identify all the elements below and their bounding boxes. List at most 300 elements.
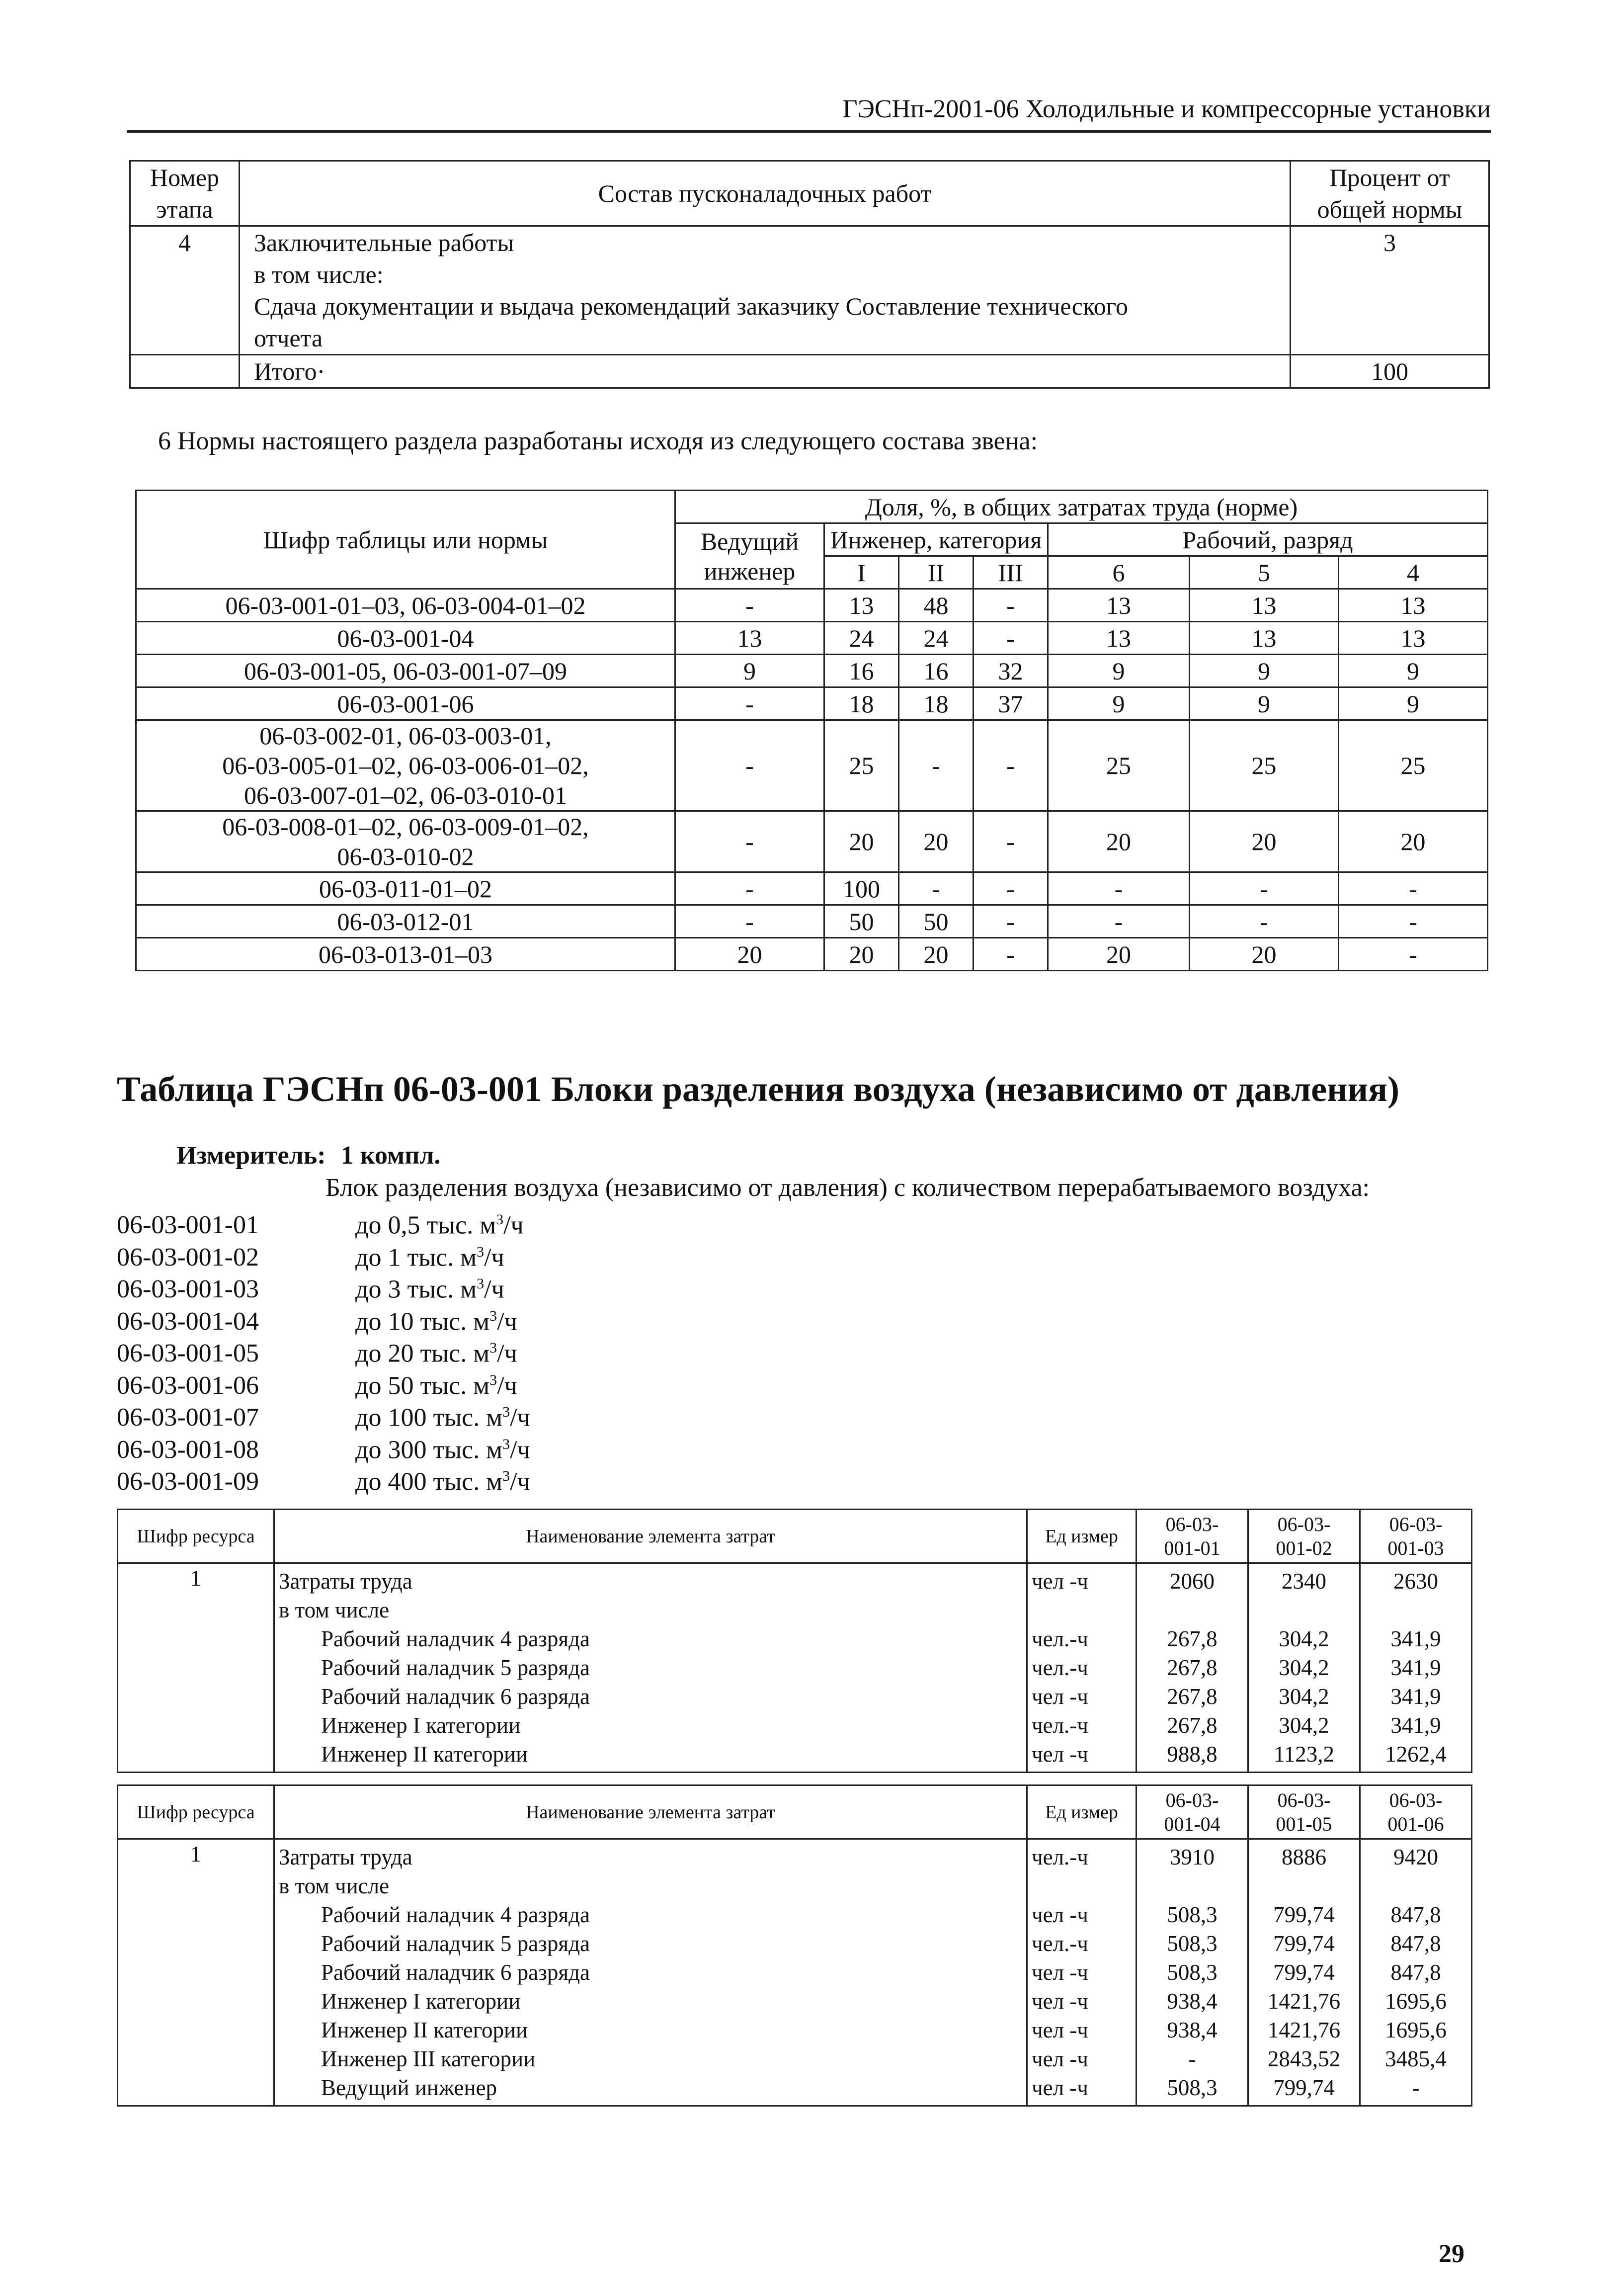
resource-table-2 [117, 1784, 1472, 2107]
crew-value: - [1048, 872, 1190, 905]
crew-code [136, 589, 675, 622]
crew-code-line: 06-03-011-01–02 [319, 874, 492, 903]
resource-value: 799,74 [1273, 1931, 1335, 1956]
resource-value: 1421,76 [1267, 2018, 1341, 2042]
resource-value: 988,8 [1167, 1742, 1218, 1767]
resource-values [1137, 1563, 1248, 1773]
crew-code-line: 06-03-012-01 [337, 907, 474, 935]
running-header: ГЭСНп-2001-06 Холодильные и компрессорные установки [842, 95, 1491, 123]
crew-row [136, 589, 1488, 622]
norm-code: 06-03-001-06 [117, 1371, 259, 1400]
resource-value: 508,3 [1167, 1960, 1218, 1985]
crew-head-lead [675, 523, 824, 589]
resource-values [1248, 1839, 1360, 2106]
stage-content-line: Сдача документации и выдача рекомендаций заказчику Составление технического [254, 292, 1128, 320]
norm-unit: /ч [510, 1435, 530, 1464]
crew-row [136, 938, 1488, 971]
resource-name: Инженер I категории [321, 1713, 521, 1738]
resource-value [1365, 1596, 1467, 1624]
crew-row [136, 720, 1488, 811]
crew-value: 9 [1048, 687, 1190, 720]
resource-head-norm-line: 001-01 [1164, 1536, 1220, 1559]
norm-unit: /ч [484, 1243, 504, 1272]
norm-code: 06-03-001-03 [117, 1275, 259, 1304]
crew-value: 32 [974, 655, 1048, 687]
resource-unit: чел -ч [1032, 1742, 1088, 1767]
resource-head-unit: Ед измер [1027, 1785, 1137, 1839]
crew-sub-eng-3: III [974, 556, 1048, 589]
resource-values [1360, 1839, 1472, 2106]
resource-head-norm-line: 06-03- [1277, 1788, 1331, 1811]
crew-head-lead-line1: Ведущий [700, 527, 799, 555]
resource-names [274, 1563, 1027, 1773]
resource-name: Инженер II категории [321, 1742, 528, 1767]
crew-value: 13 [1190, 622, 1339, 655]
crew-value: - [974, 811, 1048, 872]
resource-value: 304,2 [1279, 1655, 1329, 1680]
resource-values [1137, 1839, 1248, 2106]
resource-value: 341,9 [1390, 1626, 1441, 1651]
resource-unit: чел.-ч [1032, 1626, 1088, 1651]
crew-head-engineer: Инженер, категория [824, 523, 1048, 556]
stages-row [130, 226, 1489, 355]
crew-value: - [675, 905, 824, 938]
resource-value: 304,2 [1279, 1626, 1329, 1651]
norm-cube-sup: 3 [502, 1436, 510, 1452]
crew-value: - [1190, 872, 1339, 905]
norm-list [117, 1204, 530, 1496]
resource-head-norm-line: 06-03- [1165, 1513, 1219, 1535]
crew-value: - [675, 872, 824, 905]
crew-code [136, 872, 675, 905]
resource-name: Рабочий наладчик 6 разряда [321, 1684, 590, 1709]
norm-code: 06-03-001-08 [117, 1435, 259, 1464]
norm-cube-sup: 3 [496, 1211, 504, 1228]
resource-units [1027, 1839, 1137, 2106]
crew-value: - [1339, 938, 1488, 971]
resource-value: 799,74 [1273, 1960, 1335, 1985]
stages-table [129, 160, 1490, 389]
crew-row [136, 687, 1488, 720]
resource-value [1253, 1871, 1355, 1900]
resource-head-norm-line: 06-03- [1277, 1513, 1331, 1535]
crew-value: 9 [1339, 655, 1488, 687]
resource-unit: чел -ч [1032, 1684, 1088, 1709]
crew-value: 20 [675, 938, 824, 971]
crew-header-row [136, 491, 1488, 523]
crew-value: 9 [1339, 687, 1488, 720]
crew-value: 20 [1339, 811, 1488, 872]
crew-code-line: 06-03-002-01, 06-03-003-01, [259, 722, 552, 750]
crew-sub-work-4: 4 [1339, 556, 1488, 589]
resource-head-norm [1248, 1510, 1360, 1563]
norm-text [355, 1460, 530, 1498]
resource-head-name: Наименование элемента затрат [274, 1785, 1027, 1839]
crew-value: 13 [1339, 589, 1488, 622]
norm-unit: /ч [497, 1339, 517, 1368]
crew-value: 9 [1190, 687, 1339, 720]
crew-row [136, 872, 1488, 905]
crew-value: - [1190, 905, 1339, 938]
table-title: Таблица ГЭСНп 06-03-001 Блоки разделения воздуха (независимо от давления) [117, 1069, 1399, 1109]
meter-value: 1 компл. [340, 1141, 441, 1170]
norm-text-value: до 300 тыс. м [355, 1435, 503, 1464]
resource-value: 847,8 [1390, 1902, 1441, 1927]
resource-value: 341,9 [1390, 1655, 1441, 1680]
crew-code-line: 06-03-007-01–02, 06-03-010-01 [244, 781, 567, 809]
crew-value: 20 [824, 938, 899, 971]
crew-value: 24 [824, 622, 899, 655]
crew-value: 16 [824, 655, 899, 687]
resource-name: Затраты труда [279, 1845, 412, 1869]
crew-value: 13 [824, 589, 899, 622]
resource-unit: чел -ч [1032, 2075, 1088, 2100]
resource-unit: чел -ч [1032, 1902, 1088, 1927]
crew-code [136, 655, 675, 687]
stages-total-row [130, 355, 1489, 388]
crew-value: 50 [899, 905, 974, 938]
resource-value: 1262,4 [1385, 1742, 1447, 1767]
stage-content-line: в том числе: [254, 260, 384, 288]
crew-code [136, 938, 675, 971]
crew-value: 25 [1048, 720, 1190, 811]
crew-sub-work-5: 5 [1190, 556, 1339, 589]
resource-head-norm-line: 06-03- [1165, 1788, 1219, 1811]
norm-unit: /ч [510, 1467, 530, 1496]
crew-sub-work-6: 6 [1048, 556, 1190, 589]
resource-value [1253, 1596, 1355, 1624]
resource-unit: чел -ч [1032, 1569, 1088, 1594]
resource-head-norm-line: 001-02 [1276, 1536, 1332, 1559]
norm-row [117, 1396, 530, 1432]
resource-head-code: Шифр ресурса [118, 1785, 274, 1839]
resource-value: - [1188, 2046, 1196, 2071]
stage-content [240, 226, 1291, 355]
norm-text-value: до 0,5 тыс. м [355, 1211, 496, 1240]
resource-value: 508,3 [1167, 1931, 1218, 1956]
crew-sub-eng-2: II [899, 556, 974, 589]
crew-value: - [974, 720, 1048, 811]
resource-unit: чел.-ч [1032, 1931, 1088, 1956]
norm-cube-sup: 3 [489, 1371, 497, 1388]
resource-value: 341,9 [1390, 1713, 1441, 1738]
resource-value: 8886 [1282, 1845, 1326, 1869]
resource-name: Рабочий наладчик 5 разряда [321, 1931, 590, 1956]
resource-head-name: Наименование элемента затрат [274, 1510, 1027, 1563]
stages-total-label: Итого· [240, 355, 1291, 388]
crew-body [136, 589, 1488, 971]
norm-text-value: до 1 тыс. м [355, 1243, 477, 1272]
crew-value: 13 [675, 622, 824, 655]
resource-unit: чел -ч [1032, 2018, 1088, 2042]
resource-value: - [1412, 2075, 1420, 2100]
resource-code: 1 [118, 1563, 274, 1773]
resource-head-norm [1137, 1510, 1248, 1563]
stage-content-line: Заключительные работы [254, 229, 514, 256]
resource-value [1141, 1871, 1243, 1900]
crew-code-line: 06-03-005-01–02, 06-03-006-01–02, [222, 752, 589, 779]
crew-value: 24 [899, 622, 974, 655]
resource-value: 304,2 [1279, 1713, 1329, 1738]
resource-head-norm-line: 001-03 [1387, 1536, 1444, 1559]
crew-value: - [675, 687, 824, 720]
norm-row [117, 1429, 530, 1464]
norm-row [117, 1332, 530, 1368]
crew-value: 50 [824, 905, 899, 938]
crew-value: 13 [1339, 622, 1488, 655]
crew-value: 9 [1048, 655, 1190, 687]
resource-value: 1421,76 [1267, 1989, 1341, 2014]
stages-head-percent [1291, 161, 1489, 226]
meter-label: Измеритель: [176, 1141, 326, 1170]
crew-value: 20 [1048, 938, 1190, 971]
crew-value: 13 [1190, 589, 1339, 622]
resource-head-norm-line: 06-03- [1389, 1513, 1443, 1535]
resource-value: 267,8 [1167, 1655, 1218, 1680]
crew-code-line: 06-03-010-02 [337, 843, 474, 870]
resource-head-norm-line: 06-03- [1389, 1788, 1443, 1811]
paragraph-6: 6 Нормы настоящего раздела разработаны исходя из следующего состава звена: [158, 427, 1038, 455]
resource-head-code: Шифр ресурса [118, 1510, 274, 1563]
resource-name: Затраты труда [279, 1569, 412, 1594]
resource-values [1360, 1563, 1472, 1773]
crew-value: - [1048, 905, 1190, 938]
resource-unit: чел -ч [1032, 1989, 1088, 2014]
crew-code-line: 06-03-001-01–03, 06-03-004-01–02 [225, 591, 586, 619]
norm-row [117, 1268, 530, 1304]
crew-head-lead-line2: инженер [704, 557, 796, 585]
crew-table [135, 490, 1488, 971]
crew-value: - [974, 938, 1048, 971]
resource-value: 799,74 [1273, 1902, 1335, 1927]
norm-cube-sup: 3 [502, 1468, 510, 1484]
norm-text-value: до 50 тыс. м [355, 1371, 490, 1400]
crew-value: 13 [1048, 622, 1190, 655]
norm-text-value: до 3 тыс. м [355, 1275, 477, 1304]
crew-value: 18 [824, 687, 899, 720]
resource-head-norm-line: 001-04 [1164, 1812, 1220, 1835]
crew-value: 18 [899, 687, 974, 720]
resource-value [1365, 1871, 1467, 1900]
resource-head-norm-line: 001-06 [1387, 1812, 1444, 1835]
resource-name: Рабочий наладчик 6 разряда [321, 1960, 590, 1985]
page-number: 29 [1439, 2240, 1464, 2268]
resource-unit: чел.-ч [1032, 1655, 1088, 1680]
crew-value: 16 [899, 655, 974, 687]
resource-head-norm-line: 001-05 [1276, 1812, 1332, 1835]
crew-head-share: Доля, %, в общих затратах труда (норме) [675, 491, 1488, 523]
crew-value: - [1339, 872, 1488, 905]
crew-sub-eng-1: I [824, 556, 899, 589]
resource-value: 267,8 [1167, 1684, 1218, 1709]
block-description: Блок разделения воздуха (независимо от давления) с количеством перерабатываемого воздуха: [325, 1174, 1370, 1202]
resource-names [274, 1839, 1027, 2106]
crew-value: 20 [899, 811, 974, 872]
norm-text-value: до 400 тыс. м [355, 1467, 503, 1496]
crew-value: - [675, 589, 824, 622]
norm-row [117, 1300, 530, 1336]
header-rule [127, 130, 1491, 133]
crew-code-line: 06-03-001-05, 06-03-001-07–09 [244, 657, 567, 685]
stages-head-number-line1: Номер [150, 164, 219, 191]
norm-cube-sup: 3 [477, 1275, 485, 1292]
stages-head-content: Состав пусконаладочных работ [240, 161, 1291, 226]
resource-value: 341,9 [1390, 1684, 1441, 1709]
crew-value: - [899, 720, 974, 811]
norm-code: 06-03-001-05 [117, 1339, 259, 1368]
resource-value: 267,8 [1167, 1626, 1218, 1651]
resource-unit: чел.-ч [1032, 1845, 1088, 1869]
crew-code-line: 06-03-001-06 [337, 689, 474, 718]
resource-value: 1695,6 [1385, 1989, 1447, 2014]
norm-cube-sup: 3 [502, 1404, 510, 1420]
norm-code: 06-03-001-01 [117, 1211, 259, 1240]
norm-code: 06-03-001-07 [117, 1403, 259, 1432]
crew-value: 25 [1339, 720, 1488, 811]
resource-header-row [118, 1785, 1472, 1839]
crew-value: 20 [899, 938, 974, 971]
resource-value: 799,74 [1273, 2075, 1335, 2100]
norm-row [117, 1204, 530, 1240]
resource-unit: чел -ч [1032, 1960, 1088, 1985]
crew-value: 9 [1190, 655, 1339, 687]
stages-head-percent-line2: общей нормы [1317, 195, 1462, 223]
norm-code: 06-03-001-09 [117, 1467, 259, 1496]
crew-value: - [974, 905, 1048, 938]
resource-value: 304,2 [1279, 1684, 1329, 1709]
resource-header-row [118, 1510, 1472, 1563]
crew-value: 13 [1048, 589, 1190, 622]
stages-head-percent-line1: Процент от [1329, 164, 1450, 191]
resource-units [1027, 1563, 1137, 1773]
resource-code: 1 [118, 1839, 274, 2106]
resource-body-row [118, 1563, 1472, 1773]
resource-head-unit: Ед измер [1027, 1510, 1137, 1563]
norm-unit: /ч [497, 1307, 517, 1336]
crew-value: 25 [824, 720, 899, 811]
stages-total-value: 100 [1291, 355, 1489, 388]
resource-value: 847,8 [1390, 1960, 1441, 1985]
crew-head-worker: Рабочий, разряд [1048, 523, 1488, 556]
crew-value: 20 [1190, 938, 1339, 971]
crew-value: - [675, 720, 824, 811]
norm-text-value: до 10 тыс. м [355, 1307, 490, 1336]
resource-value: 1123,2 [1273, 1742, 1335, 1767]
stages-head-number-line2: этапа [156, 195, 213, 223]
resource-value: 9420 [1393, 1845, 1438, 1869]
crew-value: 20 [824, 811, 899, 872]
crew-code-line: 06-03-013-01–03 [319, 940, 492, 968]
resource-unit [1032, 1596, 1132, 1624]
resource-unit: чел.-ч [1032, 1713, 1088, 1738]
crew-code [136, 811, 675, 872]
meter [176, 1141, 440, 1170]
stage-content-line: отчета [254, 324, 323, 352]
crew-code [136, 622, 675, 655]
resource-name: Инженер II категории [321, 2018, 528, 2042]
stage-number: 4 [130, 226, 240, 355]
crew-value: 37 [974, 687, 1048, 720]
norm-unit: /ч [510, 1403, 530, 1432]
norm-unit: /ч [503, 1211, 524, 1240]
resource-value: 2060 [1170, 1569, 1215, 1594]
resource-name: Инженер III категории [321, 2046, 536, 2071]
stages-header-row [130, 161, 1489, 226]
resource-value: 267,8 [1167, 1713, 1218, 1738]
norm-row [117, 1460, 530, 1496]
resource-value: 3910 [1170, 1845, 1215, 1869]
norm-code: 06-03-001-04 [117, 1307, 259, 1336]
norm-row [117, 1364, 530, 1400]
stages-total-empty [130, 355, 240, 388]
norm-text-value: до 20 тыс. м [355, 1339, 490, 1368]
crew-value: 25 [1190, 720, 1339, 811]
norm-cube-sup: 3 [489, 1307, 497, 1324]
crew-value: 100 [824, 872, 899, 905]
resource-name: Рабочий наладчик 4 разряда [321, 1626, 590, 1651]
resource-value: 2843,52 [1267, 2046, 1341, 2071]
crew-value: - [1339, 905, 1488, 938]
resource-head-norm [1248, 1785, 1360, 1839]
resource-value: 847,8 [1390, 1931, 1441, 1956]
norm-text-value: до 100 тыс. м [355, 1403, 503, 1432]
crew-value: 20 [1048, 811, 1190, 872]
resource-value: 938,4 [1167, 1989, 1218, 2014]
resource-value: 938,4 [1167, 2018, 1218, 2042]
crew-code [136, 720, 675, 811]
stages-head-number [130, 161, 240, 226]
resource-values [1248, 1563, 1360, 1773]
norm-cube-sup: 3 [489, 1340, 497, 1356]
resource-name: в том числе [279, 1598, 390, 1622]
resource-value: 508,3 [1167, 2075, 1218, 2100]
resource-table-1 [117, 1509, 1472, 1773]
crew-value: - [675, 811, 824, 872]
resource-name: Рабочий наладчик 5 разряда [321, 1655, 590, 1680]
crew-code [136, 687, 675, 720]
resource-value: 508,3 [1167, 1902, 1218, 1927]
crew-row [136, 905, 1488, 938]
crew-value: 20 [1190, 811, 1339, 872]
crew-value: - [974, 622, 1048, 655]
resource-head-norm [1360, 1510, 1472, 1563]
resource-unit [1032, 1871, 1132, 1900]
resource-head-norm [1137, 1785, 1248, 1839]
resource-name: Ведущий инженер [321, 2075, 497, 2100]
norm-row [117, 1236, 530, 1272]
crew-value: 48 [899, 589, 974, 622]
resource-name: Рабочий наладчик 4 разряда [321, 1902, 590, 1927]
resource-body-row [118, 1839, 1472, 2106]
resource-value: 2340 [1282, 1569, 1326, 1594]
crew-value: - [899, 872, 974, 905]
crew-row [136, 655, 1488, 687]
crew-value: - [974, 872, 1048, 905]
norm-unit: /ч [497, 1371, 517, 1400]
resource-name: в том числе [279, 1873, 390, 1898]
norm-unit: /ч [484, 1275, 504, 1304]
norm-code: 06-03-001-02 [117, 1243, 259, 1272]
crew-row [136, 811, 1488, 872]
resource-unit: чел -ч [1032, 2046, 1088, 2071]
crew-head-code: Шифр таблицы или нормы [136, 491, 675, 589]
resource-value: 1695,6 [1385, 2018, 1447, 2042]
norm-cube-sup: 3 [477, 1243, 485, 1260]
crew-row [136, 622, 1488, 655]
crew-value: 9 [675, 655, 824, 687]
stage-percent: 3 [1291, 226, 1489, 355]
crew-code-line: 06-03-008-01–02, 06-03-009-01–02, [222, 813, 589, 841]
